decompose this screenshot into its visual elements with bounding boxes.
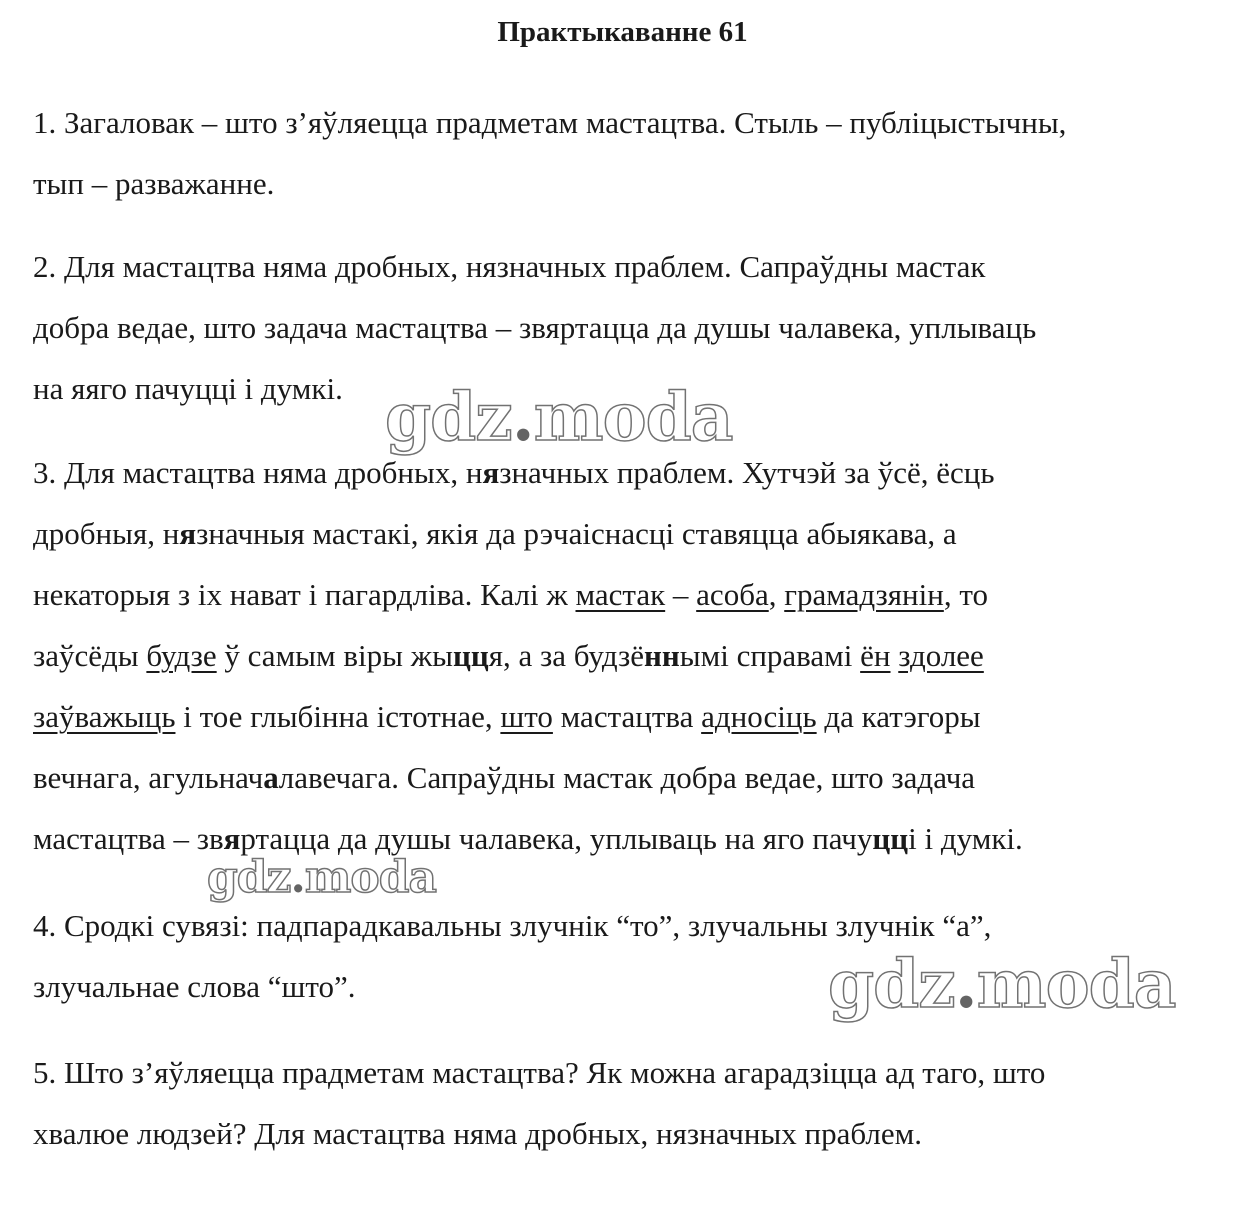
watermark: gdz.moda bbox=[207, 852, 437, 903]
page-title: Практыкаванне 61 bbox=[497, 16, 748, 48]
text-line bbox=[33, 564, 1218, 625]
text-run: значных праблем. Хутчэй за ўсё, ёсць bbox=[499, 455, 995, 490]
watermark: gdz.moda bbox=[828, 945, 1176, 1023]
text-run: я, а за будзё bbox=[488, 638, 645, 673]
text-run: ртацца да душы чалавека, уплываць на яго пачу bbox=[240, 821, 873, 856]
answer-4 bbox=[33, 895, 1218, 1017]
underlined-word: будзе bbox=[146, 638, 217, 673]
bold-letters: цц bbox=[452, 638, 489, 673]
underlined-word: ён bbox=[860, 638, 891, 673]
answer-2 bbox=[33, 236, 1218, 419]
text-line: добра ведае, што задача мастацтва – звяртацца да душы чалавека, уплываць bbox=[33, 310, 1037, 345]
underlined-word: заўважыць bbox=[33, 699, 176, 734]
text-run: ымі справамі bbox=[679, 638, 861, 673]
text-line: 4. Сродкі сувязі: падпарадкавальны злучнік “то”, злучальны злучнік “а”, bbox=[33, 908, 992, 943]
answer-5 bbox=[33, 1042, 1218, 1164]
text-line bbox=[33, 747, 1218, 808]
text-run: заўсёды bbox=[33, 638, 147, 673]
bold-letter: а bbox=[263, 760, 279, 795]
bold-letters: цц bbox=[872, 821, 909, 856]
text-run: і і думкі. bbox=[908, 821, 1023, 856]
text-line bbox=[33, 808, 1218, 869]
text-line: злучальнае слова “што”. bbox=[33, 969, 356, 1004]
underlined-word: што bbox=[500, 699, 553, 734]
text-run: – bbox=[665, 577, 697, 612]
underlined-word: мастак bbox=[575, 577, 666, 612]
text-run: мастацтва – зв bbox=[33, 821, 224, 856]
underlined-word: грамадзянін bbox=[784, 577, 944, 612]
underlined-word: адносіць bbox=[701, 699, 817, 734]
answer-3 bbox=[33, 442, 1218, 869]
answer-1 bbox=[33, 92, 1218, 214]
text-run: , то bbox=[943, 577, 988, 612]
text-run: значныя мастакі, якія да рэчаіснасці ставяцца абыякава, а bbox=[196, 516, 957, 551]
underlined-word: здолее bbox=[898, 638, 984, 673]
bold-letters: нн bbox=[644, 638, 680, 673]
text-run: ў самым віры жы bbox=[216, 638, 453, 673]
text-run: і тое глыбінна істотнае, bbox=[175, 699, 501, 734]
text-line: 1. Загаловак – што з’яўляецца прадметам мастацтва. Стыль – публіцыстычны, bbox=[33, 105, 1067, 140]
watermark: gdz.moda bbox=[385, 378, 733, 456]
text-run: мастацтва bbox=[552, 699, 702, 734]
text-line: 5. Што з’яўляецца прадметам мастацтва? Як можна агарадзіцца ад таго, што bbox=[33, 1055, 1046, 1090]
text-line: на яяго пачуцці і думкі. bbox=[33, 371, 343, 406]
text-line: тып – разважанне. bbox=[33, 166, 275, 201]
text-line bbox=[33, 625, 1218, 686]
text-run: вечнага, агульнач bbox=[33, 760, 264, 795]
text-line bbox=[33, 503, 1218, 564]
text-line: 2. Для мастацтва няма дробных, нязначных праблем. Сапраўдны мастак bbox=[33, 249, 986, 284]
text-run: некаторыя з іх нават і пагардліва. Калі ж bbox=[33, 577, 576, 612]
text-run: дробныя, н bbox=[33, 516, 180, 551]
text-line bbox=[33, 686, 1218, 747]
bold-letter: я bbox=[482, 455, 500, 490]
text-run: 3. Для мастацтва няма дробных, н bbox=[33, 455, 483, 490]
text-run: , bbox=[768, 577, 785, 612]
text-run: да катэгоры bbox=[816, 699, 981, 734]
text-line bbox=[33, 442, 1218, 503]
text-line: хвалюе людзей? Для мастацтва няма дробных, нязначных праблем. bbox=[33, 1116, 922, 1151]
underlined-word: асоба bbox=[696, 577, 769, 612]
text-run: лавечага. Сапраўдны мастак добра ведае, што задача bbox=[278, 760, 976, 795]
bold-letter: я bbox=[179, 516, 197, 551]
bold-letter: я bbox=[223, 821, 241, 856]
